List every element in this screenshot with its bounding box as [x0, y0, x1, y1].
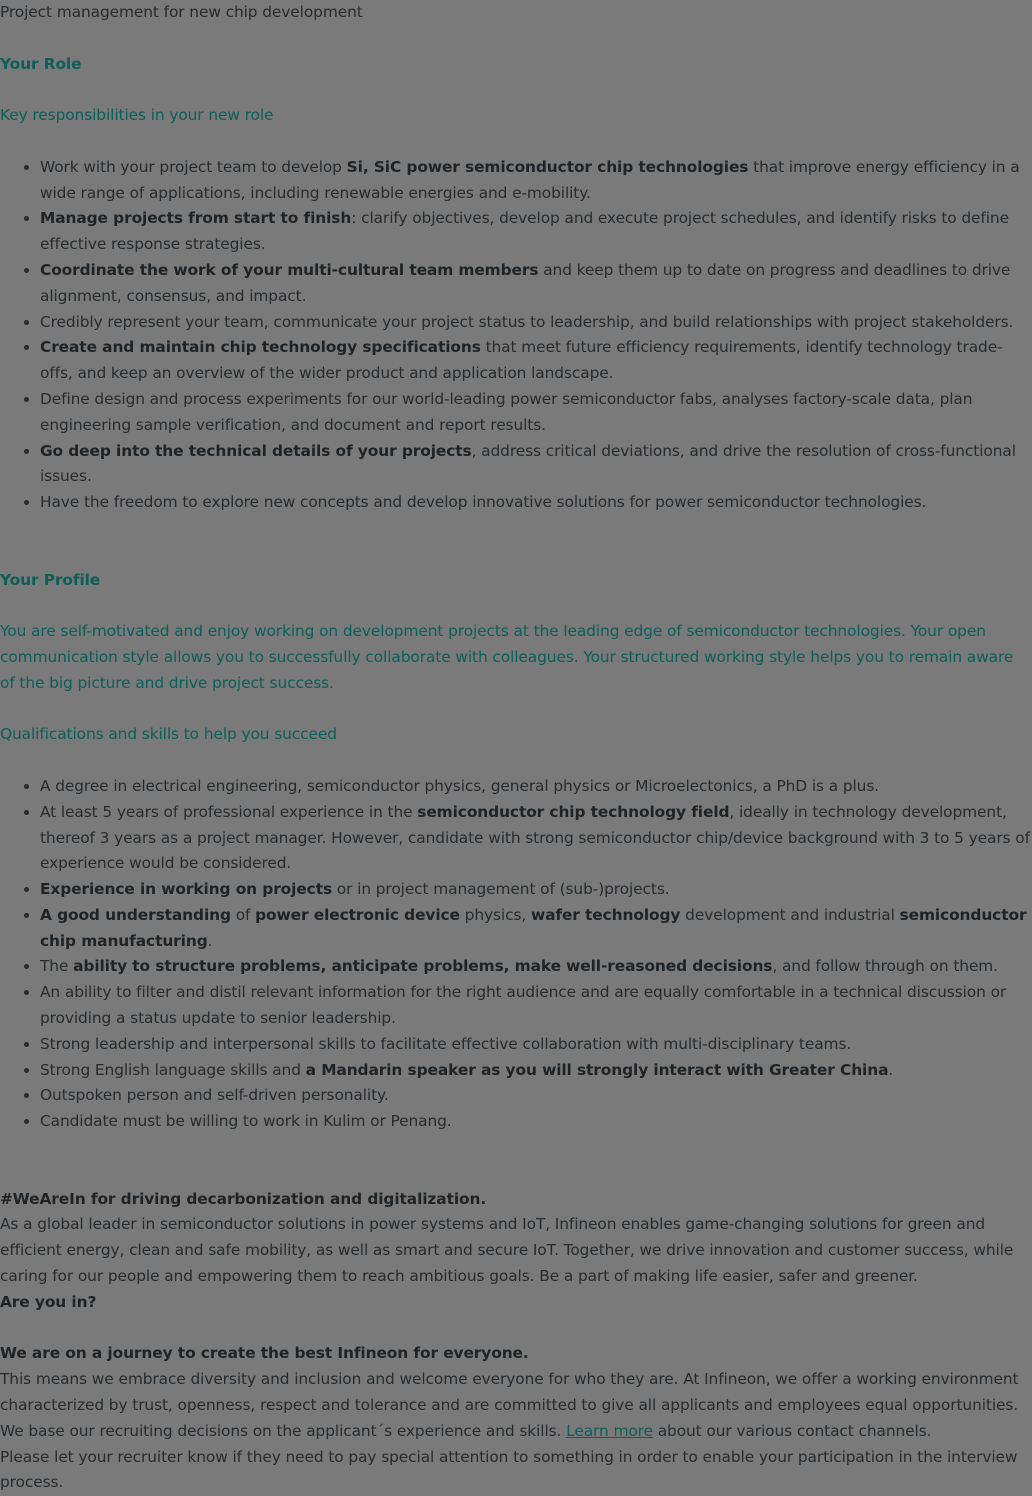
- qualifications-list: [0, 774, 1032, 1135]
- list-item: • Manage projects from start to finish: clarify objectives, develop and execute project schedules, and identify risks to define effective response strategies.: [40, 206, 1032, 258]
- spacer: [0, 26, 1032, 52]
- list-item: • An ability to filter and distil relevant information for the right audience and are equally comfortable in a technical discussion or providing a status update to senior leadership.: [40, 980, 1032, 1032]
- list-item: • Work with your project team to develop Si, SiC power semiconductor chip technologies that improve energy efficiency in a wide range of applications, including renewable energies and e-mobility.: [40, 155, 1032, 207]
- role-heading: Your Role: [0, 54, 82, 73]
- company-question: Are you in?: [0, 1292, 97, 1311]
- list-item: • Coordinate the work of your multi-cultural team members and keep them up to date on progress and deadlines to drive alignment, consensus, and impact.: [40, 258, 1032, 310]
- spacer: [0, 1316, 1032, 1342]
- list-item: • A degree in electrical engineering, semiconductor physics, general physics or Microelectonics, a PhD is a plus.: [40, 774, 1032, 800]
- list-item: • Strong English language skills and a Mandarin speaker as you will strongly interact with Greater China.: [40, 1058, 1032, 1084]
- list-item: • Credibly represent your team, communicate your project status to leadership, and build relationships with project stakeholders.: [40, 310, 1032, 336]
- list-item: • Outspoken person and self-driven personality.: [40, 1083, 1032, 1109]
- profile-heading: Your Profile: [0, 570, 101, 589]
- company-text: As a global leader in semiconductor solutions in power systems and IoT, Infineon enables game-changing solutions for green and efficient energy, clean and safe mobility, as well as smart and secure IoT. Together, we drive innovation and customer success, while caring for our people and empowering them to reach ambitious goals. Be a part of making life easier, safer and greener.: [0, 1215, 1014, 1286]
- profile-summary: You are self-motivated and enjoy working on development projects at the leading edge of semiconductor technologies. Your open communication style allows you to successfully collaborate with colleagues. Your structured working style helps you to remain aware of the big picture and drive project success.: [0, 622, 1014, 692]
- list-item: • A good understanding of power electronic device physics, wafer technology development and industrial semiconductor chip manufacturing.: [40, 903, 1032, 955]
- spacer: [0, 748, 1032, 774]
- learn-more-link[interactable]: Learn more: [566, 1421, 653, 1440]
- list-item: • Create and maintain chip technology specifications that meet future efficiency requirements, identify technology trade-offs, and keep an overview of the wider product and application landscape.: [40, 335, 1032, 387]
- company-tagline: #WeAreIn for driving decarbonization and digitalization.: [0, 1189, 487, 1208]
- responsibilities-list: [0, 155, 1032, 516]
- spacer: [0, 1135, 1032, 1161]
- spacer: [0, 1161, 1032, 1187]
- list-item: • Go deep into the technical details of your projects, address critical deviations, and drive the resolution of cross-functional issues.: [40, 439, 1032, 491]
- list-item: • At least 5 years of professional experience in the semiconductor chip technology field, ideally in technology development, thereof 3 years as a project manager. However, candidate with strong semiconductor chip/device background with 3 to 5 years of experience would be considered.: [40, 800, 1032, 877]
- spacer: [0, 593, 1032, 619]
- spacer: [0, 77, 1032, 103]
- role-subheading: Key responsibilities in your new role: [0, 106, 274, 125]
- list-item: • Strong leadership and interpersonal skills to facilitate effective collaboration with multi-disciplinary teams.: [40, 1032, 1032, 1058]
- profile-subheading: Qualifications and skills to help you succeed: [0, 725, 337, 744]
- diversity-text: This means we embrace diversity and inclusion and welcome everyone for who they are. At Infineon, we offer a working environment characterized by trust, openness, respect and tolerance and are committed to give all applicants and employees equal opportunities. We base our recruiting decisions on the applicant´s experience and skills. Learn more about our various contact channels.: [0, 1370, 1019, 1440]
- spacer: [0, 129, 1032, 155]
- list-item: • Have the freedom to explore new concepts and develop innovative solutions for power semiconductor technologies.: [40, 490, 1032, 516]
- list-item: • Experience in working on projects or in project management of (sub-)projects.: [40, 877, 1032, 903]
- diversity-closing: Please let your recruiter know if they need to pay special attention to something in order to enable your participation in the interview process.: [0, 1447, 1018, 1492]
- diversity-heading: We are on a journey to create the best Infineon for everyone.: [0, 1344, 529, 1363]
- list-item: • Candidate must be willing to work in Kulim or Penang.: [40, 1109, 1032, 1135]
- spacer: [0, 542, 1032, 568]
- list-item: • The ability to structure problems, anticipate problems, make well-reasoned decisions, and follow through on them.: [40, 954, 1032, 980]
- spacer: [0, 516, 1032, 542]
- intro-text: Project management for new chip development: [0, 3, 363, 21]
- spacer: [0, 697, 1032, 723]
- list-item: • Define design and process experiments for our world-leading power semiconductor fabs, analyses factory-scale data, plan engineering sample verification, and document and report results.: [40, 387, 1032, 439]
